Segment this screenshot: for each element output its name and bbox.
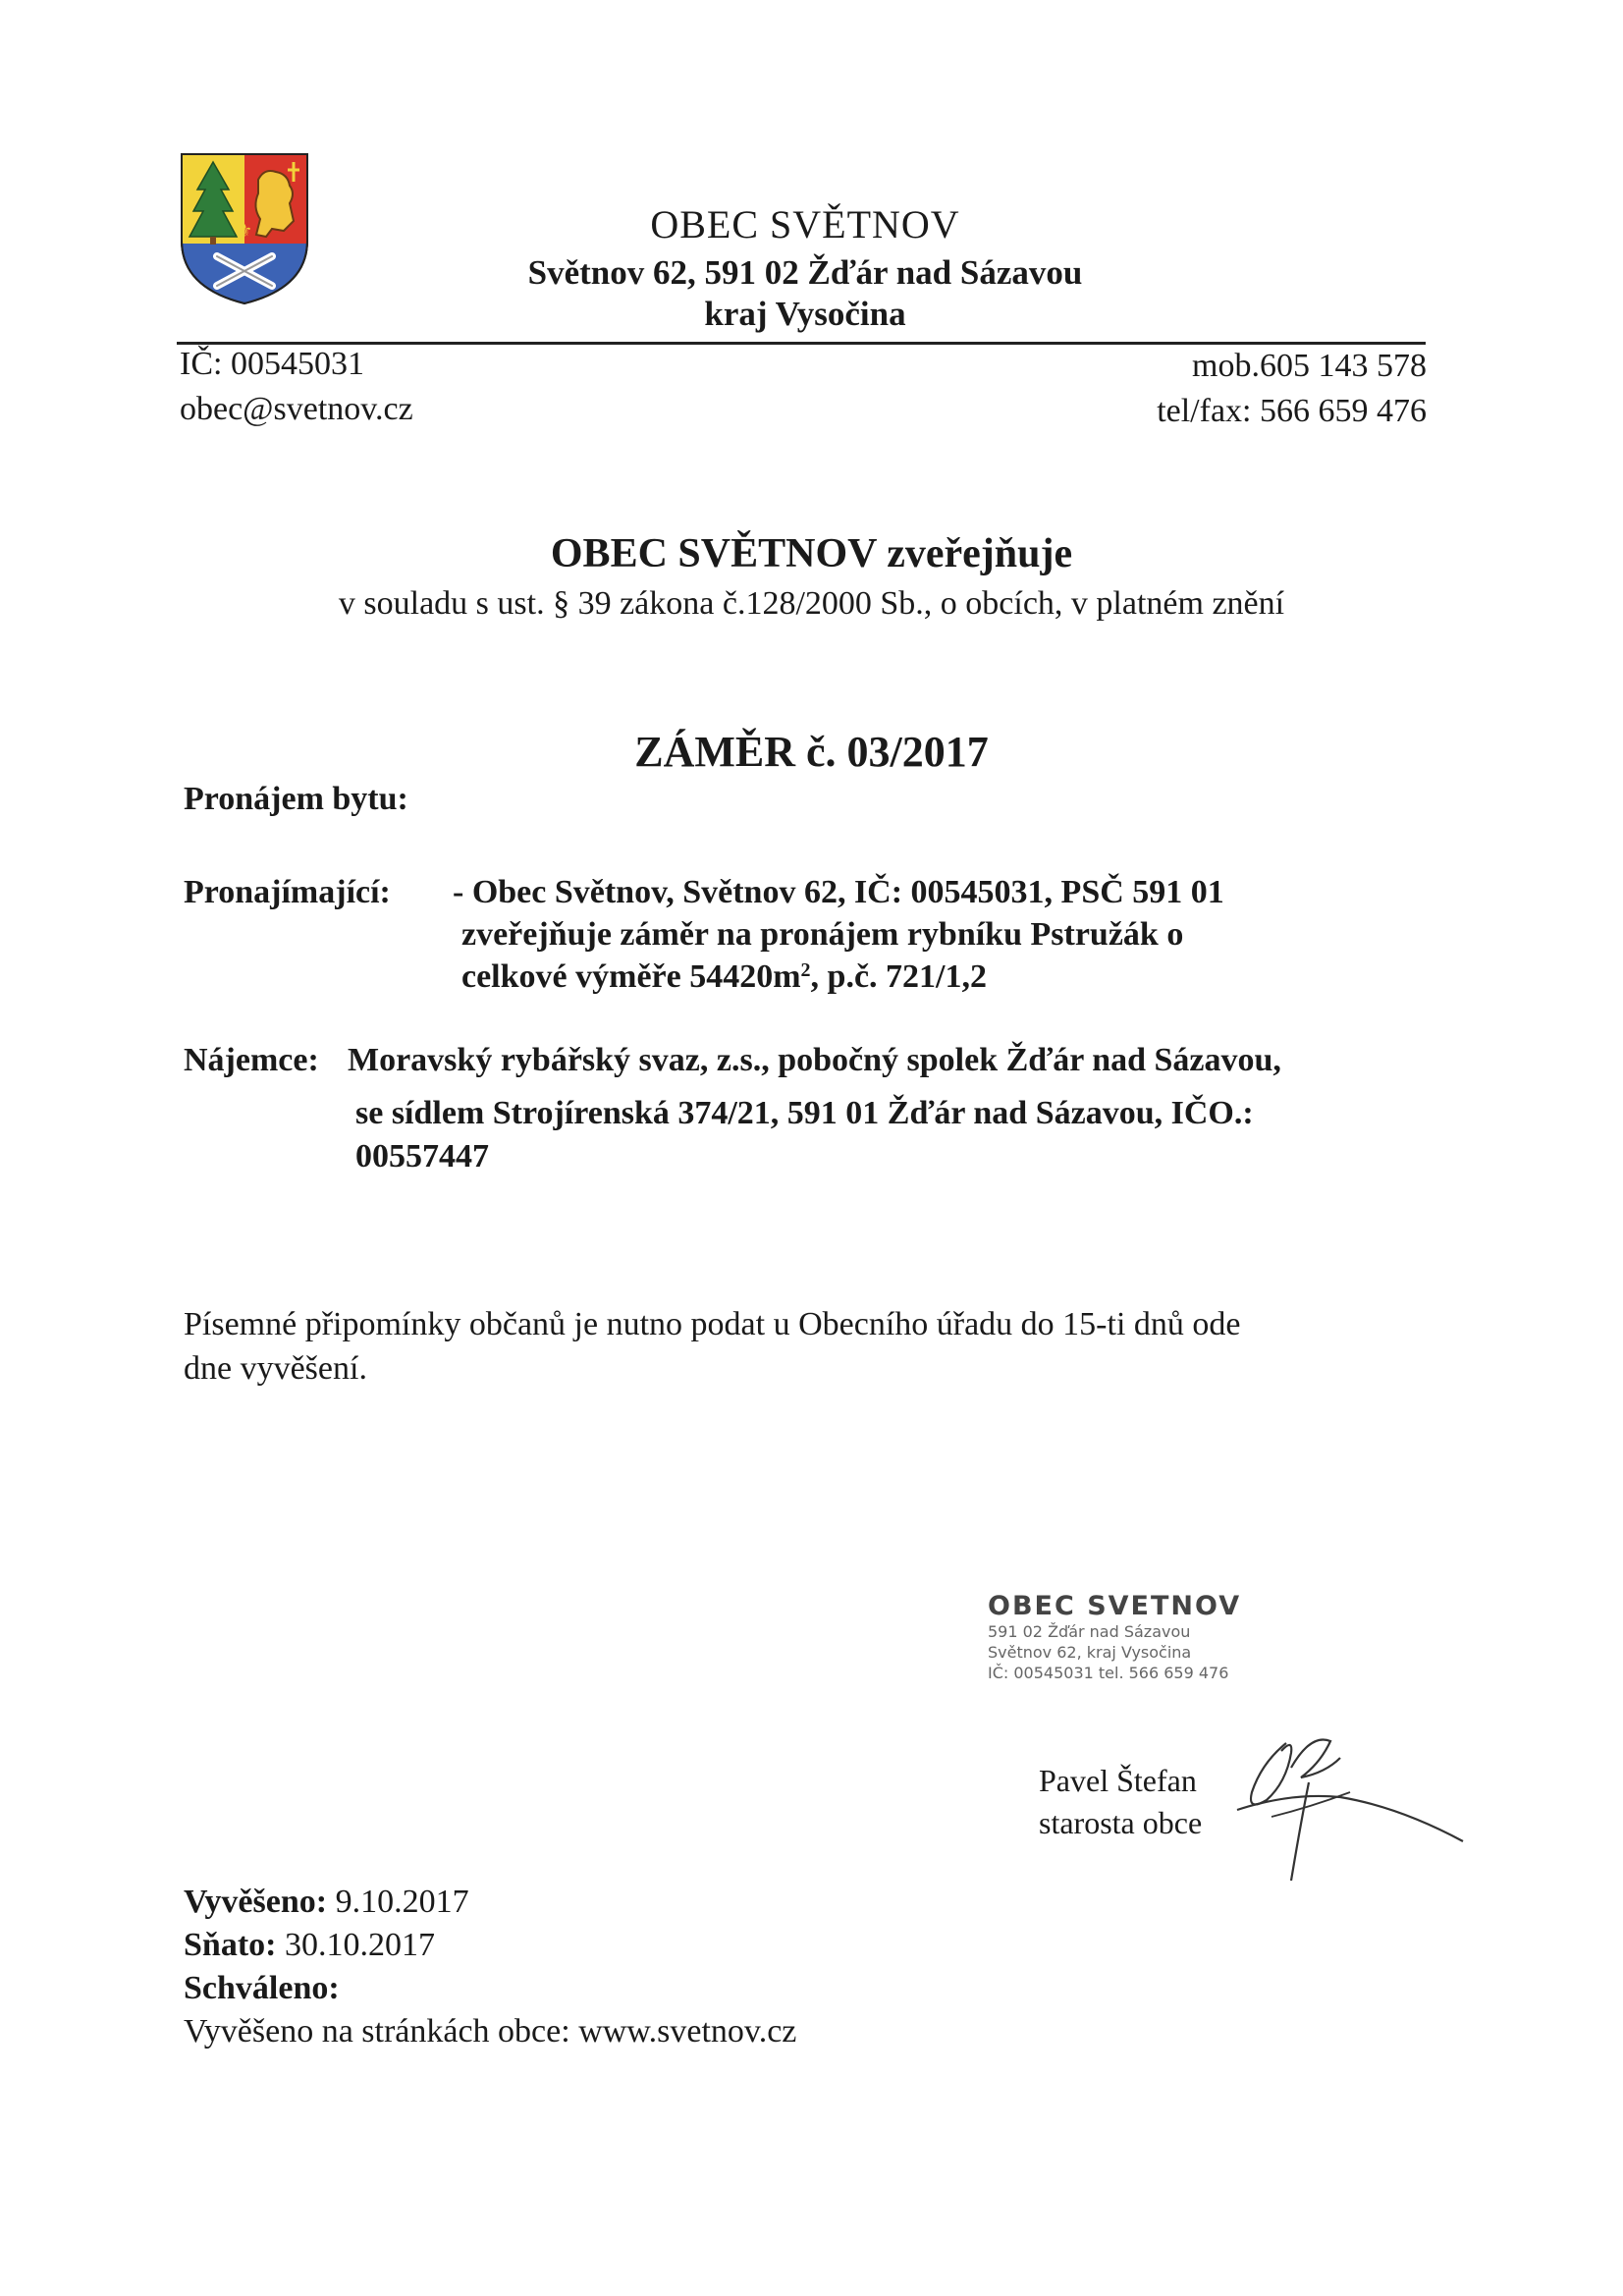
stamp-line-3: IČ: 00545031 tel. 566 659 476	[988, 1664, 1229, 1682]
municipality-name: OBEC SVĚTNOV	[650, 202, 960, 246]
lessor-line-2: zveřejňuje záměr na pronájem rybníku Pstružák o	[461, 916, 1184, 953]
signatory-name: Pavel Štefan	[1039, 1763, 1197, 1798]
tenant-line-1: Moravský rybářský svaz, z.s., pobočný spolek Žďár nad Sázavou,	[348, 1042, 1281, 1078]
lessor-line-3	[461, 956, 987, 998]
posted-date-row	[184, 1884, 469, 1921]
lessor-area: celkové výměře 54420m	[461, 958, 801, 995]
stamp-line-2: Světnov 62, kraj Vysočina	[988, 1643, 1192, 1662]
removed-label: Sňato:	[184, 1927, 277, 1963]
posted-date: 9.10.2017	[327, 1884, 469, 1920]
municipality-ico: IČ: 00545031	[180, 346, 364, 382]
intent-number: ZÁMĚR č. 03/2017	[634, 728, 989, 776]
stamp-name: OBEC SVETNOV	[988, 1591, 1242, 1621]
approved-label: Schváleno:	[184, 1970, 340, 2006]
municipality-telfax: tel/fax: 566 659 476	[1157, 393, 1427, 429]
lessor-label: Pronajímající:	[184, 874, 391, 910]
signatory-role: starosta obce	[1039, 1805, 1203, 1840]
tenant-line-2: se sídlem Strojírenská 374/21, 591 01 Žďár nad Sázavou, IČO.:	[355, 1095, 1254, 1131]
publication-legal-basis: v souladu s ust. § 39 zákona č.128/2000 Sb., o obcích, v platném znění	[338, 585, 1285, 622]
stamp-line-1: 591 02 Žďár nad Sázavou	[988, 1622, 1191, 1641]
svg-text:⚜: ⚜	[236, 221, 253, 242]
official-stamp	[988, 1591, 1241, 1683]
removed-date-row	[184, 1927, 435, 1964]
posted-label: Vyvěšeno:	[184, 1884, 328, 1920]
lessor-line-1: - Obec Světnov, Světnov 62, IČ: 00545031, PSČ 591 01	[453, 874, 1224, 910]
handwritten-signature	[1232, 1723, 1468, 1890]
area-unit-exponent: 2	[800, 959, 811, 981]
municipality-mobile: mob.605 143 578	[1192, 348, 1427, 384]
comments-note-line-1: Písemné připomínky občanů je nutno podat u Obecního úřadu do 15-ti dnů ode	[184, 1306, 1241, 1342]
comments-note-line-2: dne vyvěšení.	[184, 1350, 367, 1387]
removed-date: 30.10.2017	[276, 1927, 435, 1963]
tenant-label: Nájemce:	[184, 1042, 319, 1078]
website-notice: Vyvěšeno na stránkách obce: www.svetnov.cz	[184, 2013, 797, 2050]
publication-title: OBEC SVĚTNOV zveřejňuje	[550, 531, 1073, 576]
coat-of-arms-logo	[178, 150, 311, 306]
intent-subject: Pronájem bytu:	[184, 781, 408, 817]
tenant-line-3: 00557447	[355, 1138, 489, 1175]
header-divider	[177, 342, 1426, 345]
municipality-email: obec@svetnov.cz	[180, 391, 413, 427]
municipality-address: Světnov 62, 591 02 Žďár nad Sázavou	[527, 253, 1083, 292]
lessor-parcel: , p.č. 721/1,2	[810, 958, 987, 995]
municipality-region: kraj Vysočina	[704, 295, 906, 333]
